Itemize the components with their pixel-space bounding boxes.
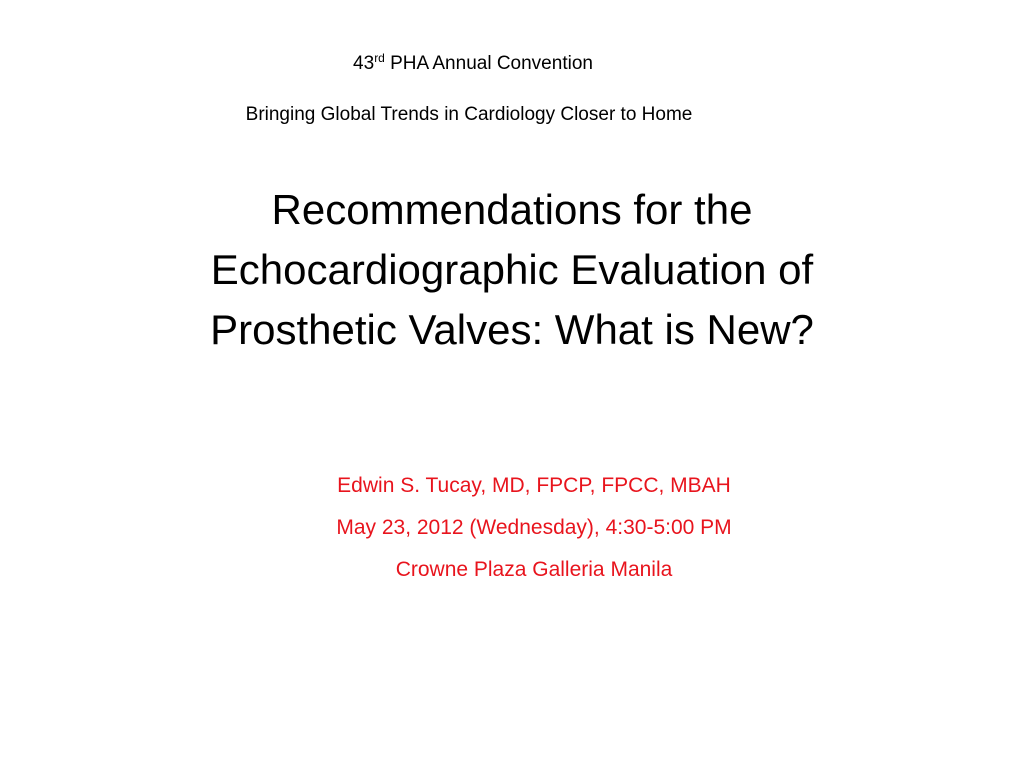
convention-heading [0, 50, 946, 78]
convention-number: 43 [353, 53, 375, 74]
title-line: Echocardiographic Evaluation of [210, 246, 814, 293]
presentation-venue: Crowne Plaza Galleria Manila [395, 558, 673, 581]
convention-tagline: Bringing Global Trends in Cardiology Closer to Home [245, 104, 693, 125]
slide-title [80, 180, 944, 360]
presentation-datetime: May 23, 2012 (Wednesday), 4:30-5:00 PM [336, 516, 732, 539]
title-line: Prosthetic Valves: What is New? [210, 306, 814, 353]
presenter-name: Edwin S. Tucay, MD, FPCP, FPCC, MBAH [337, 474, 731, 497]
convention-name: PHA Annual Convention [384, 53, 593, 74]
convention-ordinal-suffix: rd [374, 51, 385, 65]
title-line: Recommendations for the [271, 186, 753, 233]
presenter-details [224, 465, 844, 591]
